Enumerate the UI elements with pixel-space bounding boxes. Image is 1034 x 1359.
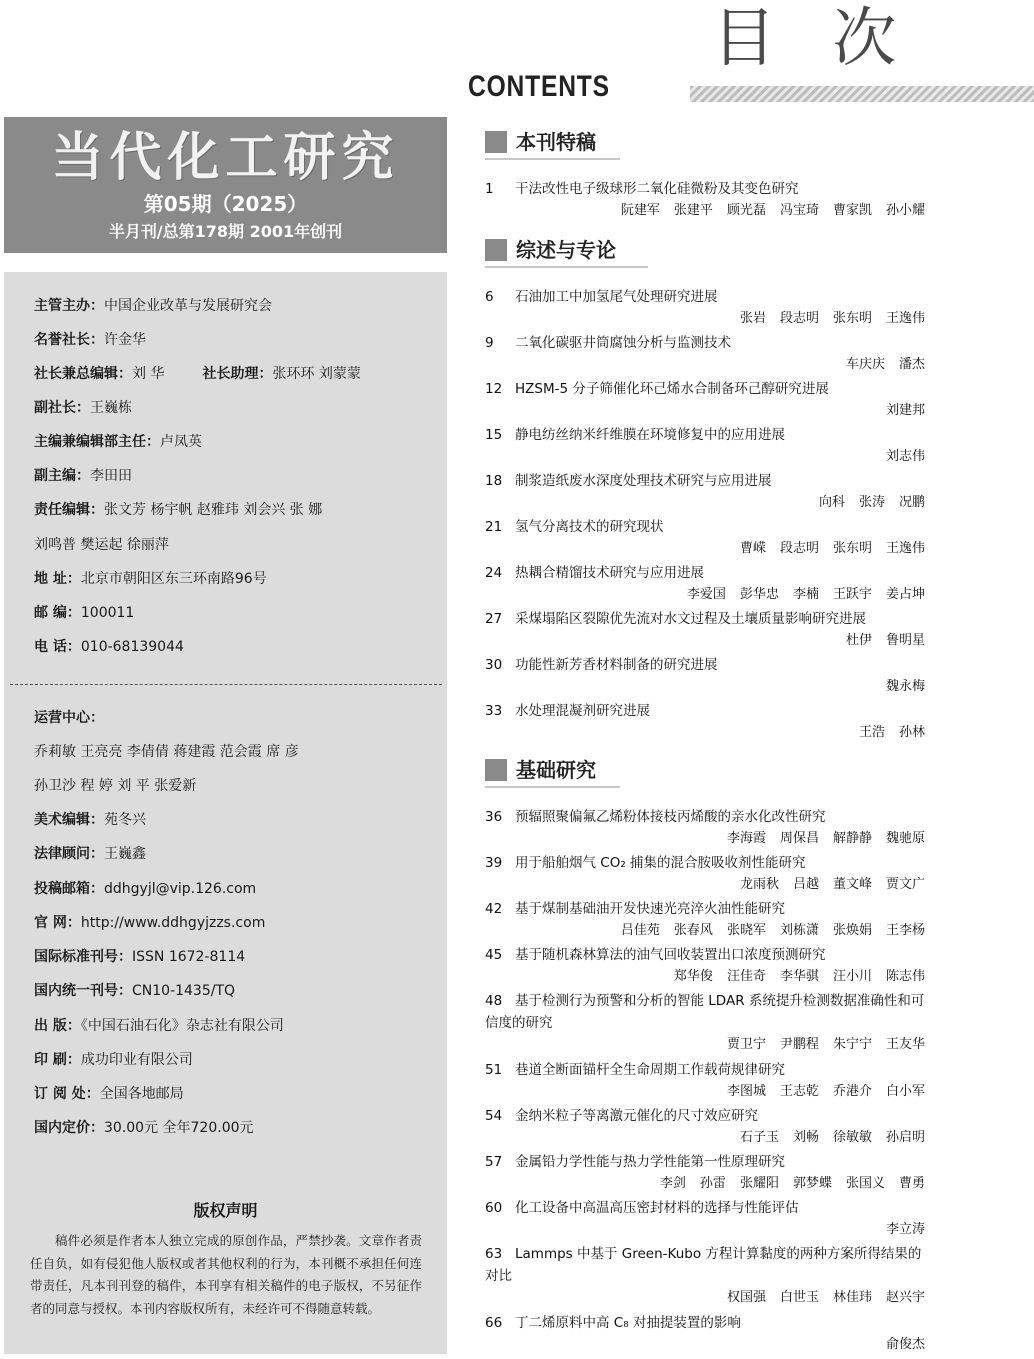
section-title: 综述与专论 <box>516 238 616 262</box>
article-title[interactable]: 水处理混凝剂研究进展 <box>515 703 650 719</box>
masthead-row <box>34 330 146 350</box>
masthead-label: 副社长： <box>34 400 90 416</box>
article-page-number: 24 <box>485 565 503 581</box>
article-authors <box>485 874 925 896</box>
article-title-line[interactable] <box>485 1151 925 1173</box>
author-name: 张建平 <box>673 203 713 218</box>
masthead-row <box>34 776 196 796</box>
article-entry[interactable] <box>485 852 925 896</box>
author-name: 周保昌 <box>779 831 819 846</box>
author-name: 王跃宇 <box>832 587 872 602</box>
author-name: 林佳玮 <box>832 1290 872 1305</box>
masthead-label: 电 话： <box>34 639 81 655</box>
article-authors <box>485 1334 925 1356</box>
article-title[interactable]: 预辐照聚偏氟乙烯粉体接枝丙烯酸的亲水化改性研究 <box>515 809 826 825</box>
masthead-value: ddhgyjl@vip.126.com <box>104 881 257 897</box>
author-name: 王浩 <box>858 725 885 740</box>
section-title: 基础研究 <box>516 758 596 782</box>
article-title-line[interactable] <box>485 178 925 200</box>
masthead-value: ISSN 1672-8114 <box>132 949 246 965</box>
masthead-label: 社长助理： <box>202 366 273 382</box>
author-name: 曹嵘 <box>739 541 766 556</box>
masthead-row <box>34 844 146 864</box>
article-entry[interactable] <box>485 332 925 376</box>
article-title-line[interactable] <box>485 608 925 630</box>
article-page-number: 36 <box>485 809 503 825</box>
author-name: 吕佳苑 <box>620 923 660 938</box>
article-title[interactable]: 巷道全断面锚杆全生命周期工作载荷规律研究 <box>515 1062 785 1078</box>
masthead-value: 100011 <box>80 605 135 621</box>
masthead-value: CN10-1435/TQ <box>132 983 236 999</box>
issue-subtitle: 半月刊/总第178期 2001年创刊 <box>108 222 343 241</box>
masthead-label: 地 址： <box>34 571 81 587</box>
author-name: 董文峰 <box>832 877 872 892</box>
masthead-value: 张环环 刘蒙蒙 <box>272 366 361 382</box>
masthead-label: 投稿邮箱： <box>34 881 104 897</box>
article-title[interactable]: 金纳米粒子等离激元催化的尺寸效应研究 <box>515 1108 758 1124</box>
article-page-number: 1 <box>485 181 494 197</box>
article-title[interactable]: 二氧化碳驱井筒腐蚀分析与监测技术 <box>515 335 731 351</box>
article-entry[interactable] <box>485 806 925 850</box>
masthead-row <box>34 466 132 486</box>
masthead-value: 王巍栋 <box>90 400 132 416</box>
masthead-value: 全国各地邮局 <box>99 1086 184 1102</box>
article-title-line[interactable] <box>485 852 925 874</box>
masthead-label: 法律顾问： <box>34 846 104 862</box>
article-title[interactable]: 金属铅力学性能与热力学性能第一性原理研究 <box>515 1154 785 1170</box>
author-name: 贾卫宁 <box>726 1037 766 1052</box>
author-name: 赵兴宇 <box>885 1290 925 1305</box>
author-name: 王逸伟 <box>885 311 925 326</box>
masthead-label: 美术编辑： <box>34 812 104 828</box>
article-authors <box>485 1173 925 1195</box>
article-page-number: 57 <box>485 1154 503 1170</box>
author-name: 顾光磊 <box>726 203 766 218</box>
author-name: 魏永梅 <box>885 679 925 694</box>
article-authors <box>485 966 925 988</box>
article-authors <box>485 584 925 606</box>
article-entry[interactable] <box>485 1105 925 1149</box>
article-page-number: 9 <box>485 335 494 351</box>
author-name: 李爱国 <box>686 587 726 602</box>
masthead-row <box>34 432 202 452</box>
author-name: 孙小耀 <box>885 203 925 218</box>
article-entry[interactable] <box>485 378 925 422</box>
author-name: 孙雷 <box>699 1176 726 1191</box>
article-entry[interactable] <box>485 1059 925 1103</box>
author-name: 刘志伟 <box>885 449 925 464</box>
masthead-value: 李田田 <box>90 468 132 484</box>
article-title-line[interactable] <box>485 1197 925 1219</box>
article-authors <box>485 630 925 652</box>
masthead-value: 刘 华 <box>132 366 165 382</box>
article-title-line[interactable] <box>485 470 925 492</box>
author-name: 王逸伟 <box>885 541 925 556</box>
issue-number: 第05期（2025） <box>143 192 308 216</box>
author-name: 孙林 <box>898 725 925 740</box>
article-title[interactable]: 用于船舶烟气 CO₂ 捕集的混合胺吸收剂性能研究 <box>515 855 806 871</box>
article-entry[interactable] <box>485 898 925 942</box>
masthead-row <box>34 708 104 728</box>
section-marker <box>485 131 507 153</box>
author-name: 张东明 <box>832 311 872 326</box>
article-title-line[interactable] <box>485 1312 925 1334</box>
author-name: 徐敏敏 <box>832 1130 872 1145</box>
author-name: 冯宝琦 <box>779 203 819 218</box>
section-underline <box>485 786 620 788</box>
article-page-number: 6 <box>485 289 494 305</box>
article-title[interactable]: 采煤塌陷区裂隙优先流对水文过程及土壤质量影响研究进展 <box>515 611 866 627</box>
masthead-label: 出 版： <box>34 1018 81 1034</box>
masthead-row <box>34 1050 193 1070</box>
article-title-line[interactable] <box>485 806 925 828</box>
author-name: 潘杰 <box>898 357 925 372</box>
article-entry[interactable] <box>485 470 925 514</box>
article-title[interactable]: 静电纺丝纳米纤维膜在环境修复中的应用进展 <box>515 427 785 443</box>
masthead-row <box>34 1016 284 1036</box>
article-page-number: 30 <box>485 657 503 673</box>
author-name: 魏驰原 <box>885 831 925 846</box>
article-authors <box>485 538 925 560</box>
masthead-value: 成功印业有限公司 <box>80 1052 193 1068</box>
article-authors <box>485 676 925 698</box>
author-name: 李立涛 <box>885 1222 925 1237</box>
article-authors <box>485 1034 925 1056</box>
article-title-line[interactable] <box>485 1059 925 1081</box>
author-name: 贾文广 <box>885 877 925 892</box>
author-name: 张涛 <box>858 495 885 510</box>
article-title[interactable]: 石油加工中加氢尾气处理研究进展 <box>515 289 718 305</box>
contents-heading: CONTENTS <box>468 70 610 103</box>
author-name: 杜伊 <box>845 633 872 648</box>
author-name: 陈志伟 <box>885 969 925 984</box>
article-title[interactable]: 化工设备中高温高压密封材料的选择与性能评估 <box>515 1200 799 1216</box>
article-authors <box>485 1081 925 1103</box>
article-authors <box>485 1127 925 1149</box>
article-authors <box>485 446 925 468</box>
masthead-value: 刘鸣普 樊运起 徐丽萍 <box>34 537 169 553</box>
masthead-row <box>34 947 245 967</box>
section-title: 本刊特稿 <box>516 130 596 154</box>
article-entry[interactable] <box>485 1312 925 1356</box>
author-name: 李楠 <box>792 587 819 602</box>
article-entry[interactable] <box>485 516 925 560</box>
article-page-number: 33 <box>485 703 503 719</box>
article-title-line[interactable] <box>485 562 925 584</box>
article-entry[interactable] <box>485 286 925 330</box>
article-title-line[interactable] <box>485 424 925 446</box>
article-entry[interactable] <box>485 562 925 606</box>
copyright-body: 稿件必须是作者本人独立完成的原创作品，严禁抄袭。文章作者责任自负，如有侵犯他人版权或者其他权利的行为，本刊概不承担任何连带责任，凡本刊刊登的稿件，本刊享有相关稿件的电子版权，不另征作者的同意与授权。本刊内容版权所有，未经许可不得随意转载。 <box>30 1233 422 1316</box>
article-title[interactable]: 基于检测行为预警和分析的智能 LDAR 系统提升检测数据准确性和可信度的研究 <box>485 993 925 1031</box>
masthead-row <box>34 296 272 316</box>
author-name: 汪佳奇 <box>726 969 766 984</box>
author-name: 张耀阳 <box>739 1176 779 1191</box>
article-page-number: 12 <box>485 381 503 397</box>
masthead-row <box>34 1118 254 1138</box>
masthead-row <box>34 810 146 830</box>
masthead-value: 《中国石油石化》杂志社有限公司 <box>80 1018 284 1034</box>
article-page-number: 60 <box>485 1200 503 1216</box>
masthead-value: 孙卫沙 程 婷 刘 平 张爱新 <box>34 778 197 794</box>
author-name: 王李杨 <box>885 923 925 938</box>
article-title-line[interactable] <box>485 1243 925 1287</box>
article-title[interactable]: HZSM-5 分子筛催化环己烯水合制备环己醇研究进展 <box>515 381 829 397</box>
article-authors <box>485 354 925 376</box>
article-title-line[interactable] <box>485 990 925 1034</box>
article-title[interactable]: 制浆造纸废水深度处理技术研究与应用进展 <box>515 473 772 489</box>
author-name: 车庆庆 <box>845 357 885 372</box>
masthead-row <box>34 535 169 555</box>
article-page-number: 21 <box>485 519 503 535</box>
article-title-line[interactable] <box>485 654 925 676</box>
masthead-row <box>34 879 256 899</box>
masthead-row <box>34 637 184 657</box>
masthead-value: 王巍鑫 <box>104 846 146 862</box>
masthead-value: 30.00元 全年720.00元 <box>104 1120 254 1136</box>
author-name: 汪小川 <box>832 969 872 984</box>
author-name: 张国义 <box>845 1176 885 1191</box>
author-name: 阮建军 <box>620 203 660 218</box>
author-name: 李海霞 <box>726 831 766 846</box>
author-name: 解静静 <box>832 831 872 846</box>
author-name: 白世玉 <box>779 1290 819 1305</box>
article-page-number: 27 <box>485 611 503 627</box>
author-name: 石子玉 <box>739 1130 779 1145</box>
masthead-label: 主编兼编辑部主任： <box>34 434 160 450</box>
author-name: 彭华忠 <box>739 587 779 602</box>
masthead-label: 社长兼总编辑： <box>34 366 132 382</box>
masthead-label: 名誉社长： <box>34 332 104 348</box>
article-page-number: 48 <box>485 993 503 1009</box>
article-authors <box>485 200 925 222</box>
author-name: 段志明 <box>779 311 819 326</box>
masthead-label: 印 刷： <box>34 1052 81 1068</box>
article-title[interactable]: Lammps 中基于 Green-Kubo 方程计算黏度的两种方案所得结果的对比 <box>485 1246 922 1284</box>
article-page-number: 66 <box>485 1315 503 1331</box>
article-page-number: 18 <box>485 473 503 489</box>
article-authors <box>485 1219 925 1241</box>
author-name: 乔港介 <box>832 1084 872 1099</box>
article-title-line[interactable] <box>485 700 925 722</box>
copyright-title: 版权声明 <box>193 1201 258 1220</box>
article-entry[interactable] <box>485 1197 925 1241</box>
masthead-value: 乔莉敏 王亮亮 李倩倩 蒋建霞 范会霞 席 彦 <box>34 744 299 760</box>
masthead-row <box>34 981 235 1001</box>
author-name: 刘建邦 <box>885 403 925 418</box>
article-page-number: 63 <box>485 1246 503 1262</box>
author-name: 刘畅 <box>792 1130 819 1145</box>
article-page-number: 39 <box>485 855 503 871</box>
article-entry[interactable] <box>485 424 925 468</box>
masthead-row <box>34 913 265 933</box>
author-name: 李华骐 <box>779 969 819 984</box>
masthead-value: 许金华 <box>104 332 146 348</box>
author-name: 权国强 <box>726 1290 766 1305</box>
article-entry[interactable] <box>485 944 925 988</box>
journal-banner <box>4 117 447 253</box>
author-name: 向科 <box>818 495 845 510</box>
author-name: 尹鹏程 <box>779 1037 819 1052</box>
masthead-label: 副主编： <box>34 468 90 484</box>
article-title[interactable]: 氢气分离技术的研究现状 <box>515 519 664 535</box>
masthead-value: http://www.ddhgyjzzs.com <box>80 915 266 931</box>
masthead-value: 010-68139044 <box>80 639 184 655</box>
article-entry[interactable] <box>485 654 925 698</box>
masthead-value: 苑冬兴 <box>104 812 146 828</box>
masthead-label: 责任编辑： <box>34 502 104 518</box>
author-name: 李剑 <box>659 1176 686 1191</box>
article-page-number: 45 <box>485 947 503 963</box>
article-authors <box>485 722 925 744</box>
article-title-line[interactable] <box>485 378 925 400</box>
author-name: 姜占坤 <box>885 587 925 602</box>
article-authors <box>485 400 925 422</box>
article-title[interactable]: 热耦合精馏技术研究与应用进展 <box>515 565 704 581</box>
article-title-line[interactable] <box>485 332 925 354</box>
author-name: 王志乾 <box>779 1084 819 1099</box>
masthead-value: 中国企业改革与发展研究会 <box>104 298 272 314</box>
author-name: 张春风 <box>673 923 713 938</box>
article-title-line[interactable] <box>485 1105 925 1127</box>
section-marker <box>485 759 507 781</box>
author-name: 张东明 <box>832 541 872 556</box>
author-name: 龙雨秋 <box>739 877 779 892</box>
author-name: 李图城 <box>726 1084 766 1099</box>
author-name: 俞俊杰 <box>885 1337 925 1352</box>
dashed-divider <box>10 684 442 685</box>
article-authors <box>485 828 925 850</box>
article-authors <box>485 1287 925 1309</box>
section-underline <box>485 266 648 268</box>
author-name: 孙启明 <box>885 1130 925 1145</box>
author-name: 况鹏 <box>898 495 925 510</box>
author-name: 吕越 <box>792 877 819 892</box>
author-name: 郭梦蝶 <box>792 1176 832 1191</box>
section-marker <box>485 239 507 261</box>
author-name: 刘栋潇 <box>779 923 819 938</box>
article-authors <box>485 492 925 514</box>
masthead-panel <box>4 272 447 1354</box>
article-authors <box>485 308 925 330</box>
masthead-row <box>34 364 361 384</box>
article-authors <box>485 920 925 942</box>
section-underline <box>485 158 620 160</box>
masthead-value: 张文芳 杨宇帆 赵雅玮 刘会兴 张 娜 <box>104 502 323 518</box>
author-name: 鲁明星 <box>885 633 925 648</box>
masthead-label: 主管主办： <box>34 298 104 314</box>
article-title-line[interactable] <box>485 898 925 920</box>
masthead-row <box>34 500 322 520</box>
mulu-heading: 目 次 <box>712 2 915 76</box>
article-title[interactable]: 干法改性电子级球形二氧化硅微粉及其变色研究 <box>515 181 799 197</box>
masthead-label: 邮 编： <box>34 605 81 621</box>
masthead-label: 订 阅 处： <box>34 1086 100 1102</box>
header-stripe <box>690 86 1034 102</box>
article-title-line[interactable] <box>485 286 925 308</box>
article-title-line[interactable] <box>485 516 925 538</box>
masthead-label: 国内定价： <box>34 1120 104 1136</box>
author-name: 朱宁宁 <box>832 1037 872 1052</box>
author-name: 郑华俊 <box>673 969 713 984</box>
journal-title: 当代化工研究 <box>51 127 400 188</box>
author-name: 王友华 <box>885 1037 925 1052</box>
masthead-value: 北京市朝阳区东三环南路96号 <box>80 571 267 587</box>
masthead-row <box>34 1084 184 1104</box>
author-name: 张晓军 <box>726 923 766 938</box>
article-title-line[interactable] <box>485 944 925 966</box>
article-page-number: 51 <box>485 1062 503 1078</box>
masthead-label: 运营中心： <box>34 710 104 726</box>
masthead-label: 国际标准刊号： <box>34 949 132 965</box>
article-title[interactable]: 丁二烯原料中高 C₈ 对抽提装置的影响 <box>515 1315 741 1331</box>
article-entry[interactable] <box>485 990 925 1056</box>
article-entry[interactable] <box>485 608 925 652</box>
masthead-row <box>34 603 134 623</box>
author-name: 段志明 <box>779 541 819 556</box>
author-name: 张焕娟 <box>832 923 872 938</box>
masthead-label: 官 网： <box>34 915 81 931</box>
masthead-row <box>34 569 267 589</box>
masthead-value: 卢凤英 <box>160 434 202 450</box>
author-name: 白小军 <box>885 1084 925 1099</box>
article-title[interactable]: 基于煤制基础油开发快速光亮淬火油性能研究 <box>515 901 785 917</box>
article-entry[interactable] <box>485 700 925 744</box>
article-title[interactable]: 功能性新芳香材料制备的研究进展 <box>515 657 718 673</box>
masthead-row <box>34 398 132 418</box>
author-name: 曹勇 <box>898 1176 925 1191</box>
masthead-label: 国内统一刊号： <box>34 983 132 999</box>
article-entry[interactable] <box>485 1151 925 1195</box>
article-entry[interactable] <box>485 178 925 222</box>
author-name: 曹家凯 <box>832 203 872 218</box>
masthead-row <box>34 742 299 762</box>
author-name: 张岩 <box>739 311 766 326</box>
article-title[interactable]: 基于随机森林算法的油气回收装置出口浓度预测研究 <box>515 947 826 963</box>
article-entry[interactable] <box>485 1243 925 1309</box>
article-page-number: 15 <box>485 427 503 443</box>
article-page-number: 54 <box>485 1108 503 1124</box>
article-page-number: 42 <box>485 901 503 917</box>
